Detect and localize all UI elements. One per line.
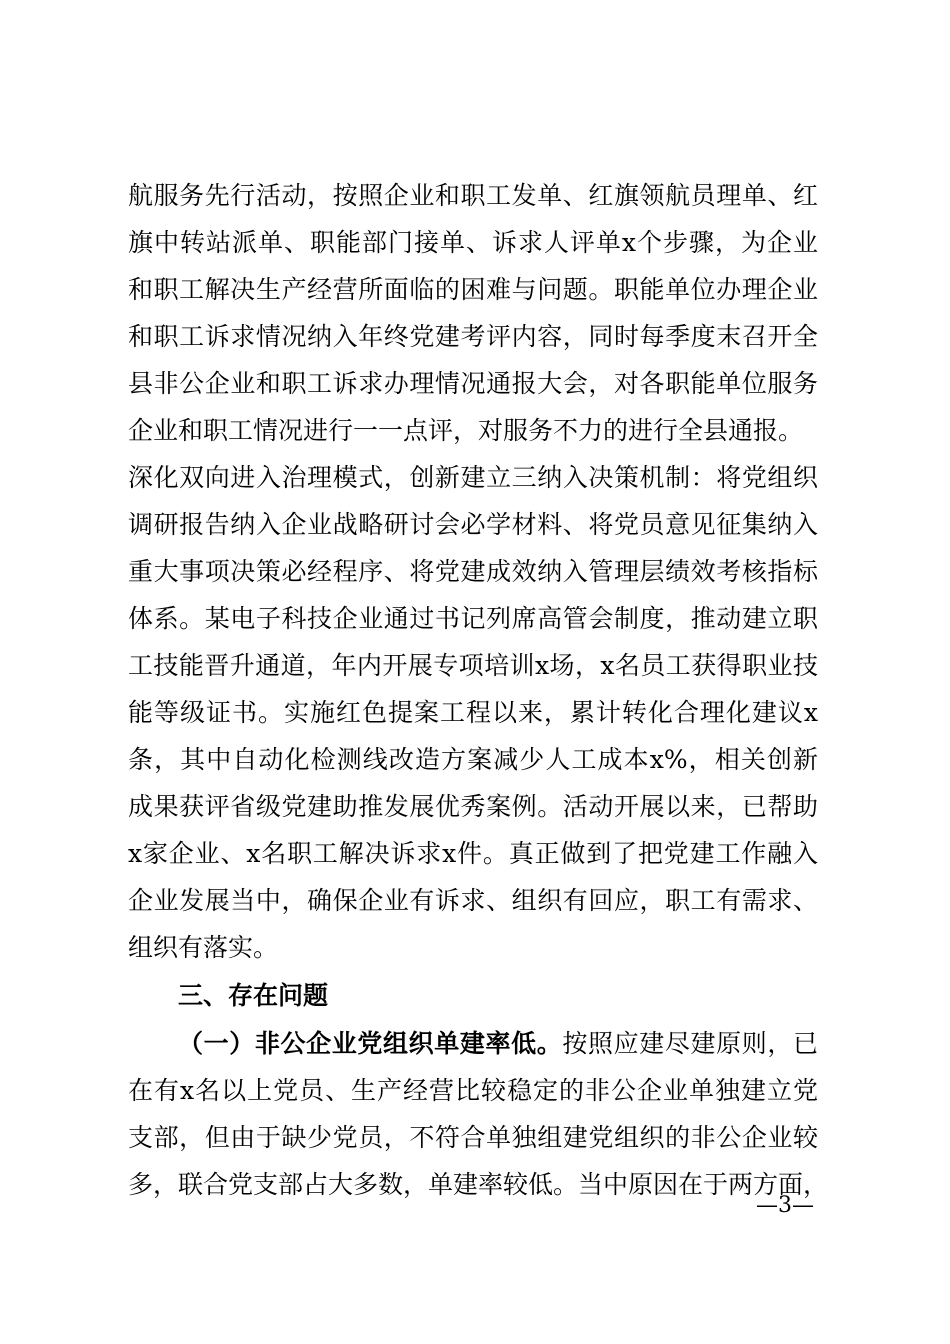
section-heading: 三、存在问题	[178, 981, 329, 1010]
text-line: 工技能晋升通道，年内开展专项培训x场，x名员工获得职业技	[128, 651, 818, 680]
text-line: 旗中转站派单、职能部门接单、诉求人评单x个步骤，为企业	[128, 228, 818, 257]
text-line: 支部，但由于缺少党员，不符合单独组建党组织的非公企业较	[128, 1123, 818, 1152]
text-line: 重大事项决策必经程序、将党建成效纳入管理层绩效考核指标	[128, 557, 818, 586]
text-line: 在有x名以上党员、生产经营比较稳定的非公企业单独建立党	[128, 1076, 818, 1105]
subsection-first-line	[178, 1024, 818, 1064]
subsection-title: （一）非公企业党组织单建率低。	[178, 1029, 563, 1058]
text-line: 航服务先行活动，按照企业和职工发单、红旗领航员理单、红	[128, 181, 818, 210]
text-line: 和职工解决生产经营所面临的困难与问题。职能单位办理企业	[128, 275, 818, 304]
text-line: 组织有落实。	[128, 933, 279, 962]
text-line: 调研报告纳入企业战略研讨会必学材料、将党员意见征集纳入	[128, 510, 818, 539]
text-line: 能等级证书。实施红色提案工程以来，累计转化合理化建议x	[128, 698, 818, 727]
text-line: 多，联合党支部占大多数，单建率较低。当中原因在于两方面，	[128, 1170, 829, 1199]
text-line: x家企业、x名职工解决诉求x件。真正做到了把党建工作融入	[128, 839, 818, 868]
text-line: 成果获评省级党建助推发展优秀案例。活动开展以来，已帮助	[128, 792, 818, 821]
text-line: 条，其中自动化检测线改造方案减少人工成本x%，相关创新	[128, 745, 818, 774]
text-line: 和职工诉求情况纳入年终党建考评内容，同时每季度末召开全	[128, 322, 818, 351]
subsection-first-text: 按照应建尽建原则，已	[562, 1029, 818, 1058]
text-line: 深化双向进入治理模式，创新建立三纳入决策机制：将党组织	[128, 463, 818, 492]
page-number: —3—	[756, 1193, 814, 1218]
text-line: 县非公企业和职工诉求办理情况通报大会，对各职能单位服务	[128, 369, 818, 398]
text-line: 体系。某电子科技企业通过书记列席高管会制度，推动建立职	[128, 604, 818, 633]
text-line: 企业和职工情况进行一一点评，对服务不力的进行全县通报。	[128, 416, 804, 445]
text-line: 企业发展当中，确保企业有诉求、组织有回应，职工有需求、	[128, 886, 818, 915]
